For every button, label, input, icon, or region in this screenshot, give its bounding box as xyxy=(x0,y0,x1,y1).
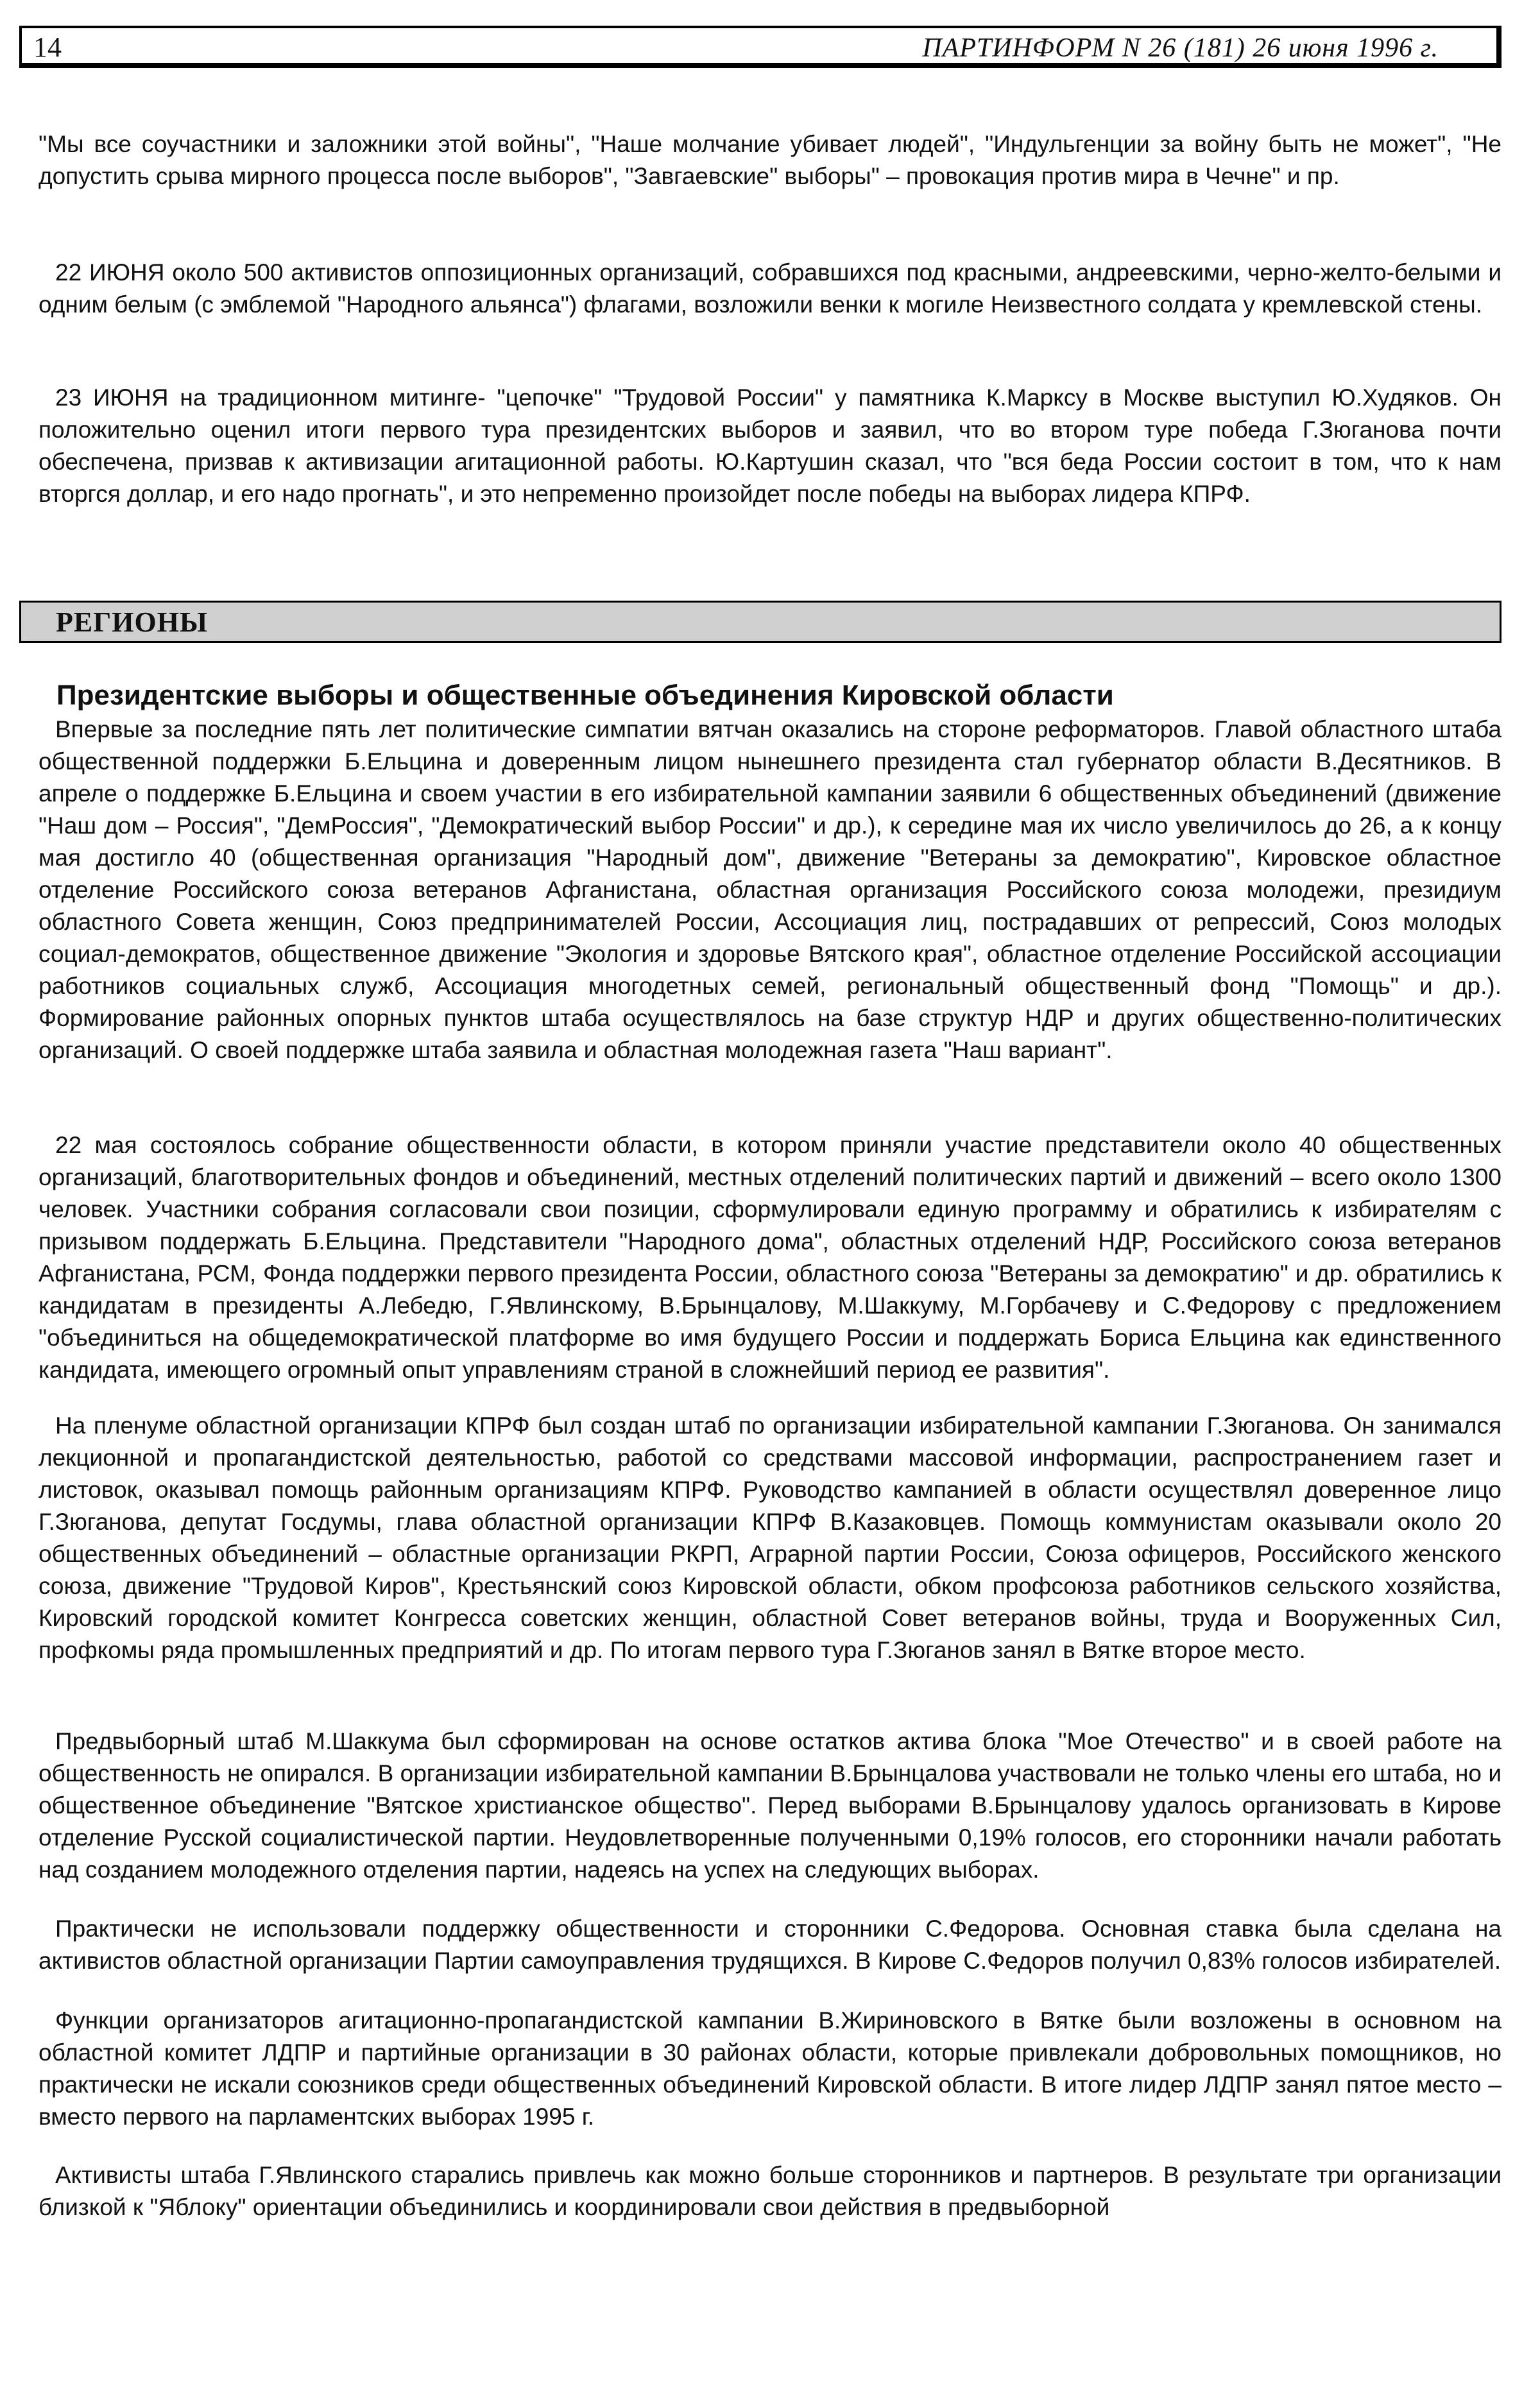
page-number: 14 xyxy=(33,31,62,63)
article-paragraph-3: На пленуме областной организации КПРФ был создан штаб по организации избирательной кампании Г.Зюганова. Он занимался лекционной и пропагандистской деятельностью, работой со средствами массовой информации, распространением газет и листовок, оказывал помощь районным организациям КПРФ. Руководство кампанией в области осуществлял доверенное лицо Г.Зюганова, депутат Госдумы, глава областной организации КПРФ В.Казаковцев. Помощь коммунистам оказывали около 20 общественных объединений – областные организации РКРП, Аграрной партии России, Союза офицеров, Российского женского союза, движение "Трудовой Киров", Крестьянский союз Кировской области, обком профсоюза работников сельского хозяйства, Кировский городской комитет Конгресса советских женщин, областной Совет ветеранов войны, труда и Вооруженных Сил, профкомы ряда промышленных предприятий и др. По итогам первого тура Г.Зюганов занял в Вятке второе место. xyxy=(38,1412,1502,1663)
article-paragraph-5: Практически не использовали поддержку общественности и сторонники С.Федорова. Основная ставка была сделана на активистов областной организации Партии самоуправления трудящихся. В Кирове С.Федоров получил 0,83% голосов избирателей. xyxy=(38,1915,1502,1974)
section-title: РЕГИОНЫ xyxy=(56,606,209,638)
publication-title: ПАРТИНФОРМ N 26 (181) 26 июня 1996 г. xyxy=(922,33,1439,63)
article-paragraph-6: Функции организаторов агитационно-пропагандистской кампании В.Жириновского в Вятке были возложены в основном на областной комитет ЛДПР и партийные организации в 30 районах области, которые привлекали добровольных помощников, но практически не искали союзников среди общественных объединений Кировской области. В итоге лидер ЛДПР занял пятое место – вместо первого на парламентских выборах 1995 г. xyxy=(38,2007,1502,2130)
intro-paragraph-3: 23 ИЮНЯ на традиционном митинге- "цепочке" "Трудовой России" у памятника К.Марксу в Москве выступил Ю.Худяков. Он положительно оценил итоги первого тура президентских выборов и заявил, что во втором туре победа Г.Зюганова почти обеспечена, призвав к активизации агитационной работы. Ю.Картушин сказал, что "вся беда России состоит в том, что к нам вторгся доллар, и его надо прогнать", и это непременно произойдет после победы на выборах лидера КПРФ. xyxy=(38,384,1502,507)
page-header xyxy=(19,26,1502,68)
article-paragraph-2: 22 мая состоялось собрание общественности области, в котором приняли участие представители около 40 общественных организаций, благотворительных фондов и объединений, местных отделений политических партий и движений – всего около 1300 человек. Участники собрания согласовали свои позиции, сформулировали единую программу и обратились к избирателям с призывом поддержать Б.Ельцина. Представители "Народного дома", областных отделений НДР, Российского союза ветеранов Афганистана, РСМ, Фонда поддержки первого президента России, областного союза "Ветераны за демократию" и др. обратились к кандидатам в президенты А.Лебедю, Г.Явлинскому, В.Брынцалову, М.Шаккуму, М.Горбачеву и С.Федорову с предложением "объединиться на общедемократической платформе во имя будущего России и поддержать Бориса Ельцина как единственного кандидата, имеющего огромный опыт управлениям страной в сложнейший период ее развития". xyxy=(38,1132,1502,1383)
article-title: Президентские выборы и общественные объединения Кировской области xyxy=(56,680,1114,711)
article-paragraph-7: Активисты штаба Г.Явлинского старались привлечь как можно больше сторонников и партнеров. В результате три организации близкой к "Яблоку" ориентации объединились и координировали свои действия в предвыборной xyxy=(38,2162,1502,2220)
intro-paragraph-2: 22 ИЮНЯ около 500 активистов оппозиционных организаций, собравшихся под красными, андреевскими, черно-желто-белыми и одним белым (с эмблемой "Народного альянса") флагами, возложили венки к могиле Неизвестного солдата у кремлевской стены. xyxy=(38,259,1502,318)
intro-paragraph-1: "Мы все соучастники и заложники этой войны", "Наше молчание убивает людей", "Индульгенции за войну быть не может", "Не допустить срыва мирного процесса после выборов", "Завгаевские" выборы" – провокация против мира в Чечне" и пр. xyxy=(38,131,1502,189)
article-paragraph-1: Впервые за последние пять лет политические симпатии вятчан оказались на стороне реформаторов. Главой областного штаба общественной поддержки Б.Ельцина и доверенным лицом нынешнего президента стал губернатор области В.Десятников. В апреле о поддержке Б.Ельцина и своем участии в его избирательной кампании заявили 6 общественных объединений (движение "Наш дом – Россия", "ДемРоссия", "Демократический выбор России" и др.), к середине мая их число увеличилось до 26, а к концу мая достигло 40 (общественная организация "Народный дом", движение "Ветераны за демократию", Кировское областное отделение Российского союза ветеранов Афганистана, областная организация Российского союза молодежи, президиум областного Совета женщин, Союз предпринимателей России, Ассоциация лиц, пострадавших от репрессий, Союз молодых социал-демократов, общественное движение "Экология и здоровье Вятского края", областное отделение Российской ассоциации работников социальных служб, Ассоциация многодетных семей, региональный общественный фонд "Помощь" и др.). Формирование районных опорных пунктов штаба осуществлялось на базе структур НДР и других общественно-политических организаций. О своей поддержке штаба заявила и областная молодежная газета "Наш вариант". xyxy=(38,716,1502,1063)
article-paragraph-4: Предвыборный штаб М.Шаккума был сформирован на основе остатков актива блока "Мое Отечество" и в своей работе на общественность не опирался. В организации избирательной кампании В.Брынцалова участвовали не только члены его штаба, но и общественное объединение "Вятское христианское общество". Перед выборами В.Брынцалову удалось организовать в Кирове отделение Русской социалистической партии. Неудовлетворенные полученными 0,19% голосов, его сторонники начали работать над созданием молодежного отделения партии, надеясь на успех на следующих выборах. xyxy=(38,1728,1502,1883)
section-banner xyxy=(19,601,1502,643)
